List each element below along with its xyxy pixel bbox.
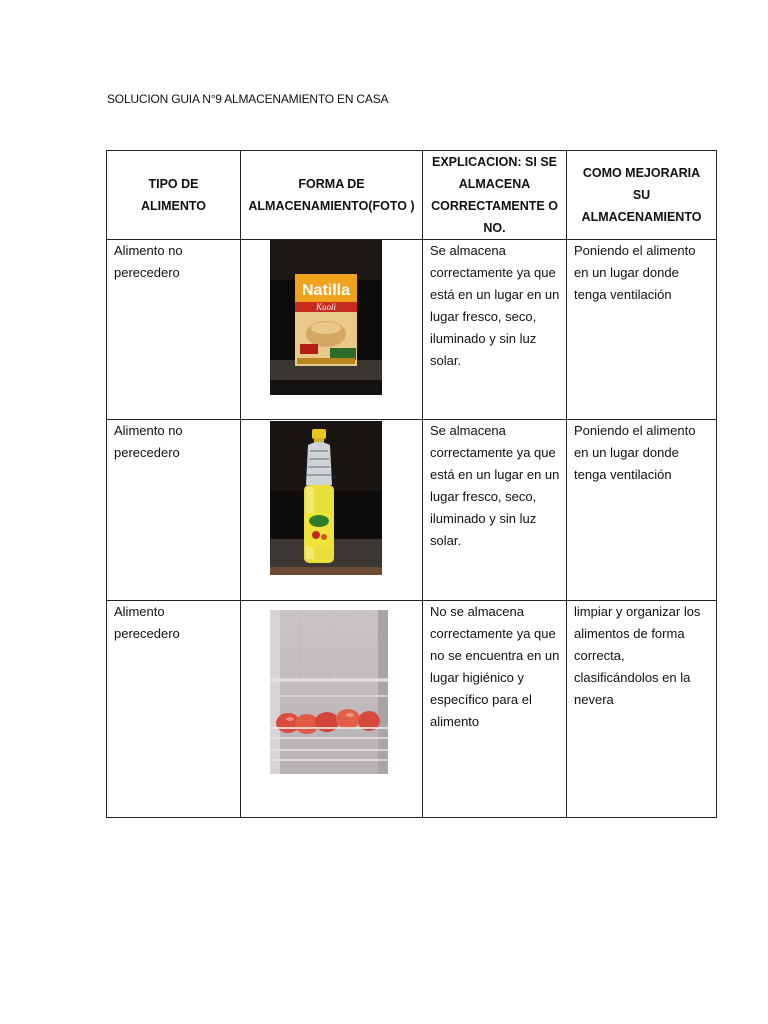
header-mejora: COMO MEJORARIA SU ALMACENAMIENTO: [567, 151, 717, 240]
table-row: [107, 420, 717, 601]
cell-tipo: Alimento perecedero: [107, 601, 241, 818]
cell-photo: [241, 420, 423, 601]
natilla-brand-text: Natilla: [301, 282, 351, 299]
table-row: [107, 601, 717, 818]
document-title: SOLUCION GUIA N°9 ALMACENAMIENTO EN CASA: [107, 92, 389, 106]
cell-mejora: limpiar y organizar los alimentos de forma correcta, clasificándolos en la nevera: [567, 601, 717, 818]
cell-explicacion: Se almacena correctamente ya que está en un lugar en un lugar fresco, seco, iluminado y sin luz solar.: [423, 240, 567, 420]
header-explicacion: EXPLICACION: SI SE ALMACENA CORRECTAMENTE O NO.: [423, 151, 567, 240]
cell-mejora: Poniendo el alimento en un lugar donde tenga ventilación: [567, 420, 717, 601]
cell-explicacion: No se almacena correctamente ya que no se encuentra en un lugar higiénico y específico para el alimento: [423, 601, 567, 818]
natilla-box-photo: [270, 240, 382, 395]
natilla-sub-text: Kuoli: [315, 302, 337, 312]
storage-table: [106, 150, 717, 818]
cell-photo: [241, 240, 423, 420]
table-row: [107, 240, 717, 420]
oil-bottle-photo: [270, 421, 382, 575]
header-forma: FORMA DE ALMACENAMIENTO(FOTO ): [241, 151, 423, 240]
fridge-tomatoes-photo: [270, 610, 388, 774]
cell-photo: [241, 601, 423, 818]
cell-mejora: Poniendo el alimento en un lugar donde tenga ventilación: [567, 240, 717, 420]
cell-tipo: Alimento no perecedero: [107, 240, 241, 420]
cell-tipo: Alimento no perecedero: [107, 420, 241, 601]
table-header-row: [107, 151, 717, 240]
header-tipo: TIPO DE ALIMENTO: [107, 151, 241, 240]
cell-explicacion: Se almacena correctamente ya que está en un lugar en un lugar fresco, seco, iluminado y sin luz solar.: [423, 420, 567, 601]
